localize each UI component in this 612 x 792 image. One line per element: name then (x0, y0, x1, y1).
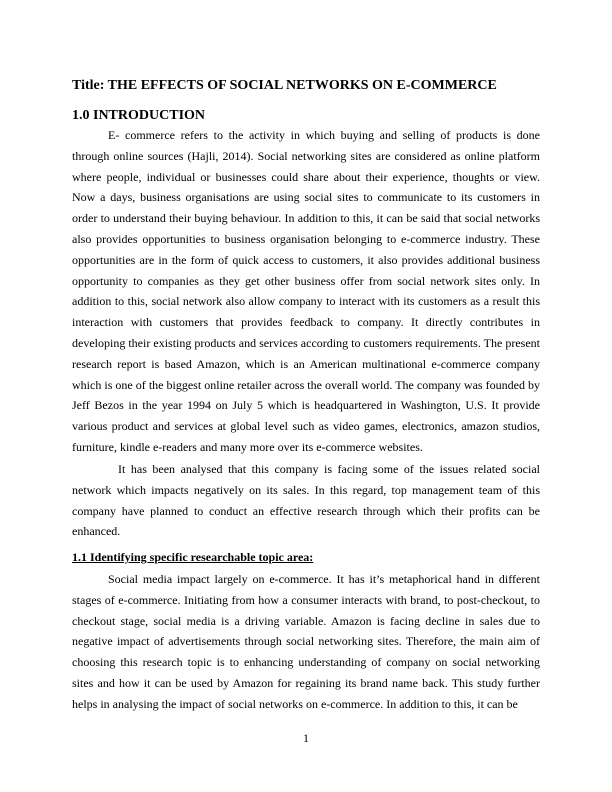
section-heading-introduction: 1.0 INTRODUCTION (72, 108, 206, 123)
intro-paragraph: It has been analysed that this company is facing some of the issues related social network which impacts negatively on its sales. In this regard, top management team of this company have planned to conduct an effective research through which their profits can be enhanced. (72, 462, 540, 539)
page-number: 1 (303, 731, 309, 745)
document-title: Title: THE EFFECTS OF SOCIAL NETWORKS ON E-COMMERCE (72, 78, 497, 93)
intro-paragraph: E- commerce refers to the activity in which buying and selling of products is done through online sources (Hajli, 2014). Social networking sites are considered as online platform where people, individual or businesses could share about their experience, thoughts or view. Now a days, business organisations are using social sites to communicate to its customers in order to understand their buying behaviour. In addition to this, it can be said that social networks also provides opportunities to business organisation belonging to e-commerce industry. These opportunities are in the form of quick access to customers, it also provides additional business opportunity to companies as they get other business offer from social network sites only. In addition to this, social network also allow company to interact with its customers as a result this interaction with customers that provides feedback to company. It directly contributes in developing their existing products and services according to customers requirements. The present research report is based Amazon, which is an American multinational e-commerce company which is one of the biggest online retailer across the overall world. The company was founded by Jeff Bezos in the year 1994 on July 5 which is headquartered in Washington, U.S. It provide various product and services at global level such as video games, electronics, amazon studios, furniture, kindle e-readers and many more over its e-commerce websites. (72, 128, 540, 454)
subsection-paragraph: Social media impact largely on e-commerce. It has it’s metaphorical hand in different stages of e-commerce. Initiating from how a consumer interacts with brand, to post-checkout, to checkout stage, social media is a driving variable. Amazon is facing decline in sales due to negative impact of advertisements through social networking sites. Therefore, the main aim of choosing this research topic is to enhancing understanding of company on social networking sites and how it can be used by Amazon for regaining its brand name back. This study further helps in analysing the impact of social networks on e-commerce. In addition to this, it can be (72, 572, 540, 711)
subsection-heading-topic-area: 1.1 Identifying specific researchable topic area: (72, 550, 314, 564)
